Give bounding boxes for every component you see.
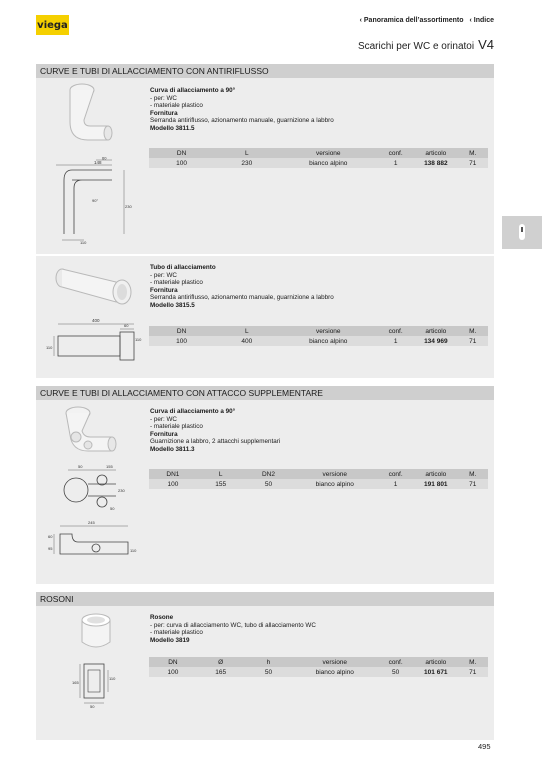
product-photo-curve-supplementary [62,405,120,461]
cell: 71 [458,667,488,677]
dimension-drawing-curve-90 [54,155,132,245]
page-subtitle [358,37,494,52]
product-name: Curva di allacciamento a 90° [150,87,236,94]
dim-label: 110 [109,676,116,681]
col-header: L [214,326,279,336]
table-row [149,158,488,168]
cell: 1 [377,479,414,489]
col-header: L [197,469,245,479]
table-header-row [149,469,488,479]
product-photo-connection-pipe [52,266,134,306]
dimension-drawing-connection-pipe [46,316,140,362]
subtitle-text: Scarichi per WC e orinatoi [357,41,475,52]
col-header: DN [149,326,214,336]
col-header: DN [149,148,214,158]
col-header: L [214,148,279,158]
product-description [150,264,334,310]
product-spec-line: - materiale plastico [150,423,203,431]
supply-text: Serranda antiriflusso, azionamento manuale, guarnizione a labbro [150,117,334,125]
spec-table [149,657,488,677]
cell: 230 [214,158,279,168]
dim-label: 110 [130,548,137,553]
nav-link-index[interactable]: ‹ Indice [469,17,494,24]
section-title-attacco-supplementare: CURVE E TUBI DI ALLACCIAMENTO CON ATTACCO SUPPLEMENTARE [36,386,494,400]
divider [36,254,494,256]
urinal-icon [518,223,526,241]
product-spec-line: - materiale plastico [150,279,203,287]
spec-table [149,326,488,346]
table-header-row [149,148,488,158]
cell: 1 [377,336,414,346]
dim-label: 230 [118,488,125,493]
cell: 400 [214,336,279,346]
cell: bianco alpino [279,336,377,346]
col-header: M. [458,657,488,667]
dim-label: 110 [80,240,87,245]
dimension-drawing-side-view [48,520,140,564]
dim-label: 230 [125,204,132,209]
article-number[interactable]: 138 882 [414,158,457,168]
dim-label: 50 [110,506,115,511]
cell: bianco alpino [292,667,377,677]
product-name: Curva di allacciamento a 90° [150,408,236,415]
supply-label: Fornitura [150,109,178,117]
cell: 100 [149,158,214,168]
col-header: DN1 [149,469,197,479]
col-header: articolo [414,326,457,336]
article-number[interactable]: 191 801 [414,479,457,489]
table-header-row [149,657,488,667]
cell: 50 [377,667,414,677]
top-navigation [360,17,494,24]
col-header: conf. [377,469,414,479]
section-title-rosoni: ROSONI [36,592,494,606]
product-name: Tubo di allacciamento [150,264,216,271]
page-number: 495 [478,742,491,751]
dim-label: 155 [106,464,113,469]
section-title-antiriflusso: CURVE E TUBI DI ALLACCIAMENTO CON ANTIRIFLUSSO [36,64,494,78]
col-header: Ø [197,657,245,667]
col-header: M. [458,469,488,479]
dim-label: 110 [135,337,142,342]
col-header: M. [458,148,488,158]
cell: bianco alpino [292,479,377,489]
col-header: versione [292,657,377,667]
table-row [149,336,488,346]
viega-logo: viega [36,15,69,35]
col-header: articolo [414,469,457,479]
product-spec-line: - materiale plastico [150,102,203,110]
dim-label: 400 [92,318,100,323]
table-row [149,667,488,677]
cell: 100 [149,479,197,489]
table-header-row [149,326,488,336]
product-spec-line: - per: curva di allacciamento WC, tubo di allacciamento WC [150,621,316,629]
product-description [150,614,316,644]
spec-table [149,148,488,168]
col-header: DN [149,657,197,667]
col-header: versione [279,326,377,336]
product-model: Modello 3815.5 [150,301,195,309]
cell: 71 [458,158,488,168]
product-description [150,87,334,133]
dim-label: 60 [124,323,129,328]
dim-label: 50 [90,704,95,709]
col-header: versione [279,148,377,158]
dim-label: 90° [92,198,99,203]
supply-text: Serranda antiriflusso, azionamento manuale, guarnizione a labbro [150,294,334,302]
col-header: M. [458,326,488,336]
supply-text: Guarnizione a labbro, 2 attacchi supplementari [150,438,281,446]
cell: 50 [245,479,293,489]
dim-label: 165 [72,680,79,685]
nav-link-overview[interactable]: ‹ Panoramica dell’assortimento [359,17,464,24]
cell: bianco alpino [279,158,377,168]
col-header: conf. [377,657,414,667]
cell: 71 [458,336,488,346]
supply-label: Fornitura [150,430,178,438]
product-model: Modello 3819 [150,636,190,644]
dimension-drawing-top-view [54,464,140,512]
dim-label: 60 [48,534,53,539]
product-spec-line: - materiale plastico [150,629,203,637]
dimension-drawing-rosette [70,658,120,708]
product-photo-curve-90 [64,82,114,150]
product-spec-line: - per: WC [150,94,177,102]
product-description [150,408,280,454]
product-model: Modello 3811.3 [150,445,195,453]
product-photo-rosette [78,612,114,652]
dim-label: 245 [88,520,95,525]
col-header: articolo [414,657,457,667]
cell: 100 [149,667,197,677]
col-header: conf. [377,148,414,158]
dim-label: 110 [46,345,53,350]
cell: 155 [197,479,245,489]
product-spec-line: - per: WC [150,271,177,279]
col-header: versione [292,469,377,479]
col-header: DN2 [245,469,293,479]
product-name: Rosone [150,614,174,621]
dim-label: 95 [48,546,53,551]
cell: 71 [458,479,488,489]
col-header: h [245,657,293,667]
cell: 50 [245,667,293,677]
cell: 165 [197,667,245,677]
article-number[interactable]: 101 671 [414,667,457,677]
col-header: articolo [414,148,457,158]
col-header: conf. [377,326,414,336]
dim-label: 50 [78,464,83,469]
product-model: Modello 3811.5 [150,124,195,132]
spec-table [149,469,488,489]
chapter-side-tab[interactable] [502,216,542,249]
cell: 1 [377,158,414,168]
section-code: V4 [478,37,494,52]
cell: 100 [149,336,214,346]
supply-label: Fornitura [150,286,178,294]
article-number[interactable]: 134 969 [414,336,457,346]
dim-label: 60 [102,155,107,161]
dim-label: 148 [94,160,102,165]
table-row [149,479,488,489]
product-spec-line: - per: WC [150,415,177,423]
